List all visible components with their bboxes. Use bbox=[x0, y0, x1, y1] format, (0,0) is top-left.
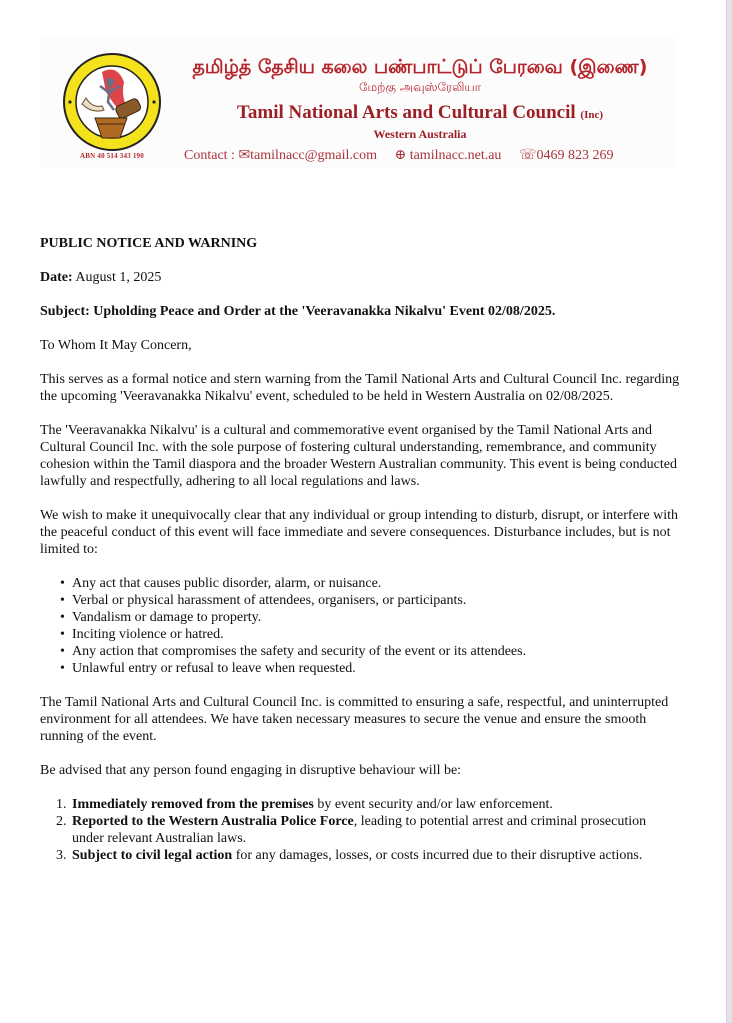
email-link[interactable]: tamilnacc@gmail.com bbox=[250, 148, 377, 163]
list-item: • Any act that causes public disorder, alarm, or nuisance. bbox=[60, 576, 382, 591]
bullet-icon: • bbox=[60, 661, 65, 676]
paragraph-commitment: The Tamil National Arts and Cultural Council Inc. is committed to ensuring a safe, respectful, and uninterrupted environment for all attendees. We have taken necessary measures to secure the venue and ensure the smooth running of the event. bbox=[40, 695, 669, 744]
org-suffix: (Inc) bbox=[580, 109, 604, 121]
list-item: • Vandalism or damage to property. bbox=[60, 610, 262, 625]
salutation: To Whom It May Concern, bbox=[40, 338, 192, 353]
letterhead bbox=[40, 36, 676, 168]
org-name bbox=[170, 102, 670, 124]
contact-line bbox=[184, 147, 613, 164]
website-link[interactable]: tamilnacc.net.au bbox=[409, 148, 502, 163]
tamil-region: மேற்கு அவுஸ்ரேலியா bbox=[359, 80, 481, 94]
bullet-icon: • bbox=[60, 644, 65, 659]
list-item: 3. Subject to civil legal action for any damages, losses, or costs incurred due to their disruptive actions. bbox=[56, 848, 643, 863]
org-name-text: Tamil National Arts and Cultural Council bbox=[236, 102, 576, 123]
phone-icon: ☏ bbox=[518, 148, 537, 163]
list-item: • Inciting violence or hatred. bbox=[60, 627, 224, 642]
subject-line bbox=[40, 303, 680, 320]
page-edge-scrollbar bbox=[726, 0, 732, 1023]
bullet-icon: • bbox=[60, 593, 65, 608]
phone-number[interactable]: 0469 823 269 bbox=[536, 148, 614, 163]
list-item: • Unlawful entry or refusal to leave when requested. bbox=[60, 661, 356, 676]
list-item: 2. Reported to the Western Australia Police Force, leading to potential arrest and criminal prosecution under relevant Australian laws. bbox=[56, 814, 647, 846]
paragraph-event-purpose: The 'Veeravanakka Nikalvu' is a cultural and commemorative event organised by the Tamil National Arts and Cultural Council Inc. with the sole purpose of fostering cultural understanding, remembrance, and community cohesion within the Tamil diaspora and the broader Western Australian community. This event is being conducted lawfully and respectfully, adhering to all local regulations and laws. bbox=[40, 423, 677, 489]
abn-number: ABN 40 514 343 190 bbox=[80, 152, 144, 160]
tamil-org-name: தமிழ்த் தேசிய கலை பண்பாட்டுப் பேரவை (இணை) bbox=[192, 56, 648, 78]
consequence-list bbox=[40, 796, 680, 864]
date-label: Date: bbox=[40, 270, 73, 285]
envelope-icon: ✉ bbox=[238, 148, 251, 163]
notice-heading: PUBLIC NOTICE AND WARNING bbox=[40, 236, 258, 251]
paragraph-advisory: Be advised that any person found engaging in disruptive behaviour will be: bbox=[40, 763, 462, 778]
list-item: 1. Immediately removed from the premises by event security and/or law enforcement. bbox=[56, 797, 553, 812]
bullet-icon: • bbox=[60, 610, 65, 625]
subject-label: Subject: bbox=[40, 304, 90, 319]
list-item: • Any action that compromises the safety and security of the event or its attendees. bbox=[60, 644, 527, 659]
org-region: Western Australia bbox=[373, 127, 467, 141]
date-line bbox=[40, 269, 680, 286]
notice-body bbox=[40, 235, 680, 864]
paragraph-intro: This serves as a formal notice and stern warning from the Tamil National Arts and Cultural Council Inc. regarding the upcoming 'Veeravanakka Nikalvu' event, scheduled to be held in Western Australia on 02/08/2025. bbox=[40, 372, 680, 404]
paragraph-warning: We wish to make it unequivocally clear that any individual or group intending to disturb, disrupt, or interfere with the peaceful conduct of this event will face immediate and severe consequences. Disturbance includes, but is not limited to: bbox=[40, 508, 679, 557]
list-item: • Verbal or physical harassment of attendees, organisers, or participants. bbox=[60, 593, 467, 608]
subject-value: Upholding Peace and Order at the 'Veeravanakka Nikalvu' Event 02/08/2025. bbox=[93, 304, 556, 319]
bullet-icon: • bbox=[60, 627, 65, 642]
globe-icon: ⊕ bbox=[394, 148, 407, 163]
disturbance-list bbox=[40, 575, 680, 677]
council-emblem-logo bbox=[62, 52, 162, 152]
contact-label: Contact : bbox=[184, 148, 235, 163]
date-value: August 1, 2025 bbox=[75, 270, 162, 285]
bullet-icon: • bbox=[60, 576, 65, 591]
